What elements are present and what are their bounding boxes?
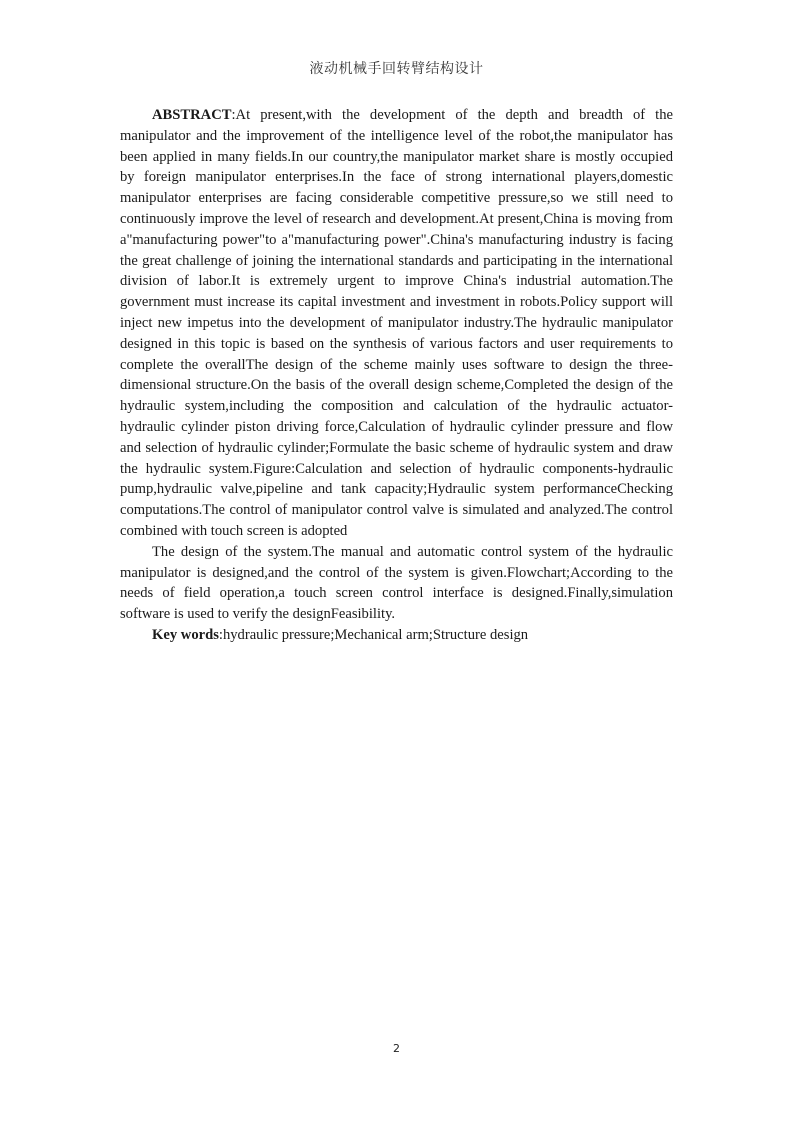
abstract-paragraph-1-text: At present,with the development of the depth and breadth of the manipulator and the improvement of the intelligence level of the robot,the manipulator has been applied in many fields.In our country,the manipulator market share is mostly occupied by foreign manipulator enterprises.In the face of strong international players,domestic manipulator enterprises are facing considerable competitive pressure,so we still need to continuously improve the level of research and development.At present,China is moving from a"manufacturing power"to a"manufacturing power".China's manufacturing industry is facing the great challenge of joining the international standards and participating in the international division of labor.It is extremely urgent to improve China's industrial automation.The government must increase its capital investment and investment in robots.Policy support will inject new impetus into the development of manipulator industry.The hydraulic manipulator designed in this topic is based on the synthesis of various factors and user requirements to complete the overallThe design of the scheme mainly uses software to design the three-dimensional structure.On the basis of the overall design scheme,Completed the design of the hydraulic system,including the composition and calculation of the hydraulic actuator-hydraulic cylinder piston driving force,Calculation of hydraulic cylinder pressure and flow and selection of hydraulic cylinder;Formulate the basic scheme of hydraulic system and draw the hydraulic system.Figure:Calculation and selection of hydraulic components-hydraulic pump,hydraulic valve,pipeline and tank capacity;Hydraulic system performanceChecking computations.The control of manipulator control valve is simulated and analyzed.The control combined with touch screen is adopted: [120, 107, 673, 539]
page-number: 2: [393, 1042, 400, 1055]
keywords-label: Key words: [152, 626, 219, 643]
abstract-label: ABSTRACT: [152, 107, 232, 123]
keywords-text: hydraulic pressure;Mechanical arm;Structure design: [222, 626, 529, 643]
page-header-title: 液动机械手回转臂结构设计: [309, 61, 484, 77]
abstract-paragraph-2: [120, 542, 673, 625]
abstract-section: [120, 105, 673, 646]
keywords-line: [120, 625, 673, 646]
abstract-label-separator: :: [231, 107, 236, 123]
abstract-paragraph-1: [120, 105, 673, 542]
abstract-paragraph-2-text: The design of the system.The manual and automatic control system of the hydraulic manipulator is designed,and the control of the system is given.Flowchart;According to the needs of field operation,a touch screen control interface is designed.Finally,simulation software is used to verify the designFeasibility.: [120, 543, 673, 623]
keywords-separator: :: [218, 626, 223, 643]
